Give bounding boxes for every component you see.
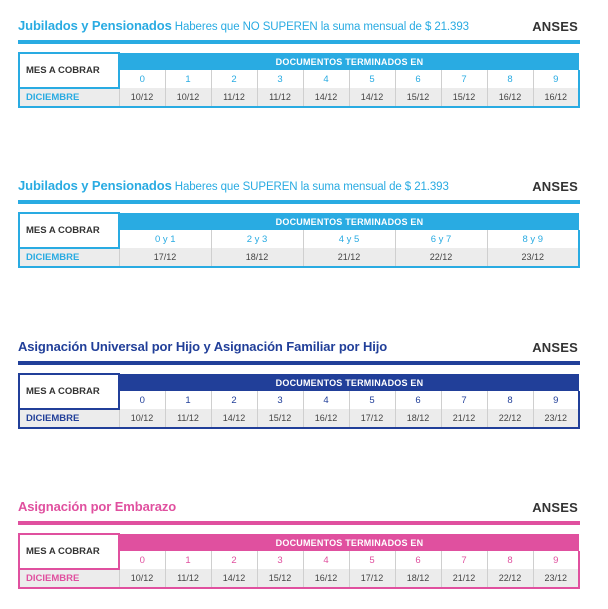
- schedule-table: [18, 373, 580, 429]
- document-digit: 8: [487, 391, 533, 409]
- mes-a-cobrar-label: MES A COBRAR: [19, 213, 119, 248]
- payment-date: 17/12: [349, 569, 395, 588]
- document-digit: 0 y 1: [119, 230, 211, 248]
- payment-date: 15/12: [257, 569, 303, 588]
- schedule-table: [18, 533, 580, 589]
- payment-date: 14/12: [211, 409, 257, 428]
- section-jubilados-no-superen: [18, 18, 580, 108]
- payment-date: 14/12: [303, 88, 349, 107]
- document-digit: 7: [441, 391, 487, 409]
- title-text: Asignación Universal por Hijo y Asignación Familiar por Hijo: [18, 339, 388, 354]
- document-digit: 6: [395, 70, 441, 88]
- payment-date: 10/12: [119, 569, 165, 588]
- payment-date: 16/12: [487, 88, 533, 107]
- document-digit: 5: [349, 551, 395, 569]
- document-digit: 3: [257, 391, 303, 409]
- document-digit: 1: [165, 391, 211, 409]
- accent-bar: [18, 521, 580, 525]
- payment-date: 23/12: [487, 248, 579, 267]
- payment-date: 18/12: [395, 409, 441, 428]
- documentos-header: DOCUMENTOS TERMINADOS EN: [119, 53, 579, 70]
- payment-date: 15/12: [257, 409, 303, 428]
- documentos-header: DOCUMENTOS TERMINADOS EN: [119, 213, 579, 230]
- payment-date: 21/12: [441, 409, 487, 428]
- document-digit: 9: [533, 70, 579, 88]
- document-digit: 8 y 9: [487, 230, 579, 248]
- payment-date: 21/12: [441, 569, 487, 588]
- document-digit: 4 y 5: [303, 230, 395, 248]
- payment-date: 14/12: [211, 569, 257, 588]
- document-digit: 4: [303, 391, 349, 409]
- schedule-table: [18, 52, 580, 108]
- document-digit: 1: [165, 551, 211, 569]
- month-label: DICIEMBRE: [19, 409, 119, 428]
- document-digit: 4: [303, 551, 349, 569]
- month-label: DICIEMBRE: [19, 88, 119, 107]
- title-text: Jubilados y Pensionados: [18, 178, 172, 193]
- payment-date: 18/12: [395, 569, 441, 588]
- section-header: [18, 178, 580, 198]
- document-digit: 2 y 3: [211, 230, 303, 248]
- document-digit: 3: [257, 551, 303, 569]
- document-digit: 4: [303, 70, 349, 88]
- month-label: DICIEMBRE: [19, 248, 119, 267]
- document-digit: 8: [487, 551, 533, 569]
- payment-date: 10/12: [119, 88, 165, 107]
- document-digit: 0: [119, 551, 165, 569]
- section-header: [18, 499, 580, 519]
- document-digit: 5: [349, 391, 395, 409]
- payment-date: 23/12: [533, 569, 579, 588]
- title-text: Asignación por Embarazo: [18, 499, 177, 514]
- payment-date: 15/12: [395, 88, 441, 107]
- document-digit: 1: [165, 70, 211, 88]
- document-digit: 9: [533, 391, 579, 409]
- mes-a-cobrar-label: MES A COBRAR: [19, 534, 119, 569]
- title-text: Jubilados y Pensionados: [18, 18, 172, 33]
- documentos-header: DOCUMENTOS TERMINADOS EN: [119, 534, 579, 551]
- anses-logo: ANSES: [532, 500, 578, 515]
- payment-date: 11/12: [257, 88, 303, 107]
- section-jubilados-superen: [18, 178, 580, 268]
- payment-date: 22/12: [487, 569, 533, 588]
- document-digit: 6: [395, 391, 441, 409]
- document-digit: 6 y 7: [395, 230, 487, 248]
- payment-date: 22/12: [395, 248, 487, 267]
- document-digit: 8: [487, 70, 533, 88]
- payment-date: 22/12: [487, 409, 533, 428]
- mes-a-cobrar-label: MES A COBRAR: [19, 53, 119, 88]
- document-digit: 0: [119, 391, 165, 409]
- mes-a-cobrar-label: MES A COBRAR: [19, 374, 119, 409]
- document-digit: 9: [533, 551, 579, 569]
- payment-date: 15/12: [441, 88, 487, 107]
- payment-date: 18/12: [211, 248, 303, 267]
- payment-date: 16/12: [303, 409, 349, 428]
- section-title: [18, 499, 179, 514]
- payment-date: 14/12: [349, 88, 395, 107]
- document-digit: 6: [395, 551, 441, 569]
- payment-date: 11/12: [165, 409, 211, 428]
- document-digit: 0: [119, 70, 165, 88]
- payment-date: 11/12: [165, 569, 211, 588]
- payment-date: 23/12: [533, 409, 579, 428]
- payment-date: 17/12: [119, 248, 211, 267]
- section-header: [18, 18, 580, 38]
- subtitle-text: Haberes que SUPEREN la suma mensual de $ 21.393: [174, 181, 449, 193]
- section-title: [18, 339, 390, 354]
- schedule-table: [18, 212, 580, 268]
- accent-bar: [18, 40, 580, 44]
- anses-logo: ANSES: [532, 340, 578, 355]
- section-title: [18, 178, 449, 193]
- section-title: [18, 18, 469, 33]
- payment-date: 17/12: [349, 409, 395, 428]
- accent-bar: [18, 200, 580, 204]
- payment-date: 16/12: [303, 569, 349, 588]
- anses-logo: ANSES: [532, 19, 578, 34]
- document-digit: 2: [211, 551, 257, 569]
- anses-logo: ANSES: [532, 179, 578, 194]
- document-digit: 2: [211, 70, 257, 88]
- subtitle-text: Haberes que NO SUPEREN la suma mensual de $ 21.393: [174, 21, 469, 33]
- document-digit: 7: [441, 70, 487, 88]
- accent-bar: [18, 361, 580, 365]
- document-digit: 7: [441, 551, 487, 569]
- payment-date: 11/12: [211, 88, 257, 107]
- document-digit: 2: [211, 391, 257, 409]
- section-header: [18, 339, 580, 359]
- documentos-header: DOCUMENTOS TERMINADOS EN: [119, 374, 579, 391]
- section-auh: [18, 339, 580, 429]
- payment-date: 10/12: [165, 88, 211, 107]
- month-label: DICIEMBRE: [19, 569, 119, 588]
- document-digit: 3: [257, 70, 303, 88]
- payment-date: 16/12: [533, 88, 579, 107]
- document-digit: 5: [349, 70, 395, 88]
- payment-date: 10/12: [119, 409, 165, 428]
- payment-date: 21/12: [303, 248, 395, 267]
- section-embarazo: [18, 499, 580, 589]
